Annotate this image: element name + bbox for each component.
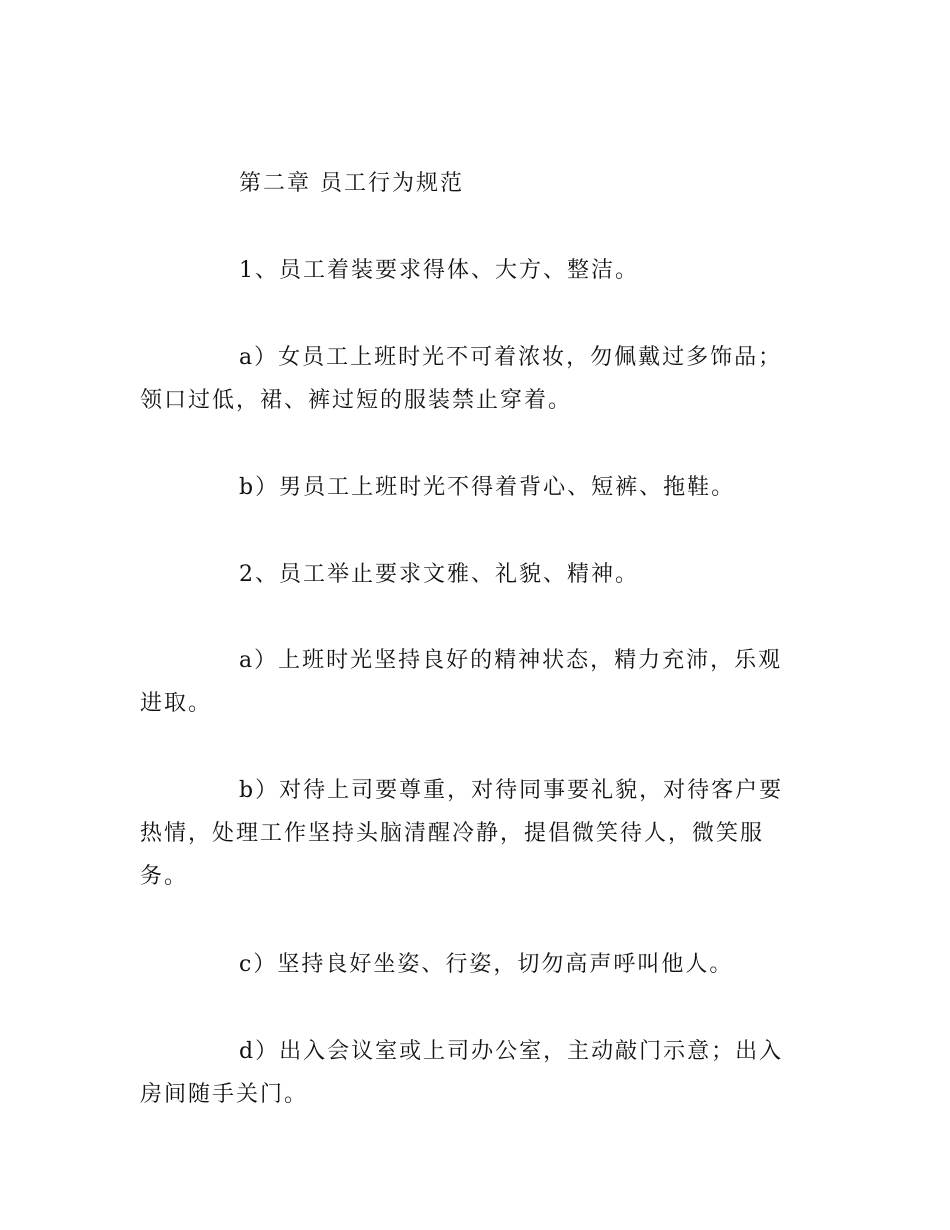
rule-paragraph: a）上班时光坚持良好的精神状态，精力充沛，乐观进取。 <box>140 648 783 716</box>
chapter-title: 第二章 员工行为规范 <box>239 171 464 196</box>
section-heading-conduct: 2、员工举止要求文雅、礼貌、精神。 <box>239 562 639 587</box>
rule-paragraph: b）男员工上班时光不得着背心、短裤、拖鞋。 <box>239 475 736 500</box>
rule-paragraph: c）坚持良好坐姿、行姿，切勿高声呼叫他人。 <box>239 952 734 977</box>
rule-paragraph: d）出入会议室或上司办公室，主动敲门示意；出入房间随手关门。 <box>140 1039 784 1107</box>
section-heading-dress: 1、员工着装要求得体、大方、整洁。 <box>239 258 639 283</box>
rule-paragraph: a）女员工上班时光不可着浓妆，勿佩戴过多饰品；领口过低，裙、裤过短的服装禁止穿着。 <box>140 345 783 413</box>
rule-paragraph: b）对待上司要尊重，对待同事要礼貌，对待客户要热情，处理工作坚持头脑清醒冷静，提倡微笑待人，微笑服务。 <box>140 778 784 889</box>
